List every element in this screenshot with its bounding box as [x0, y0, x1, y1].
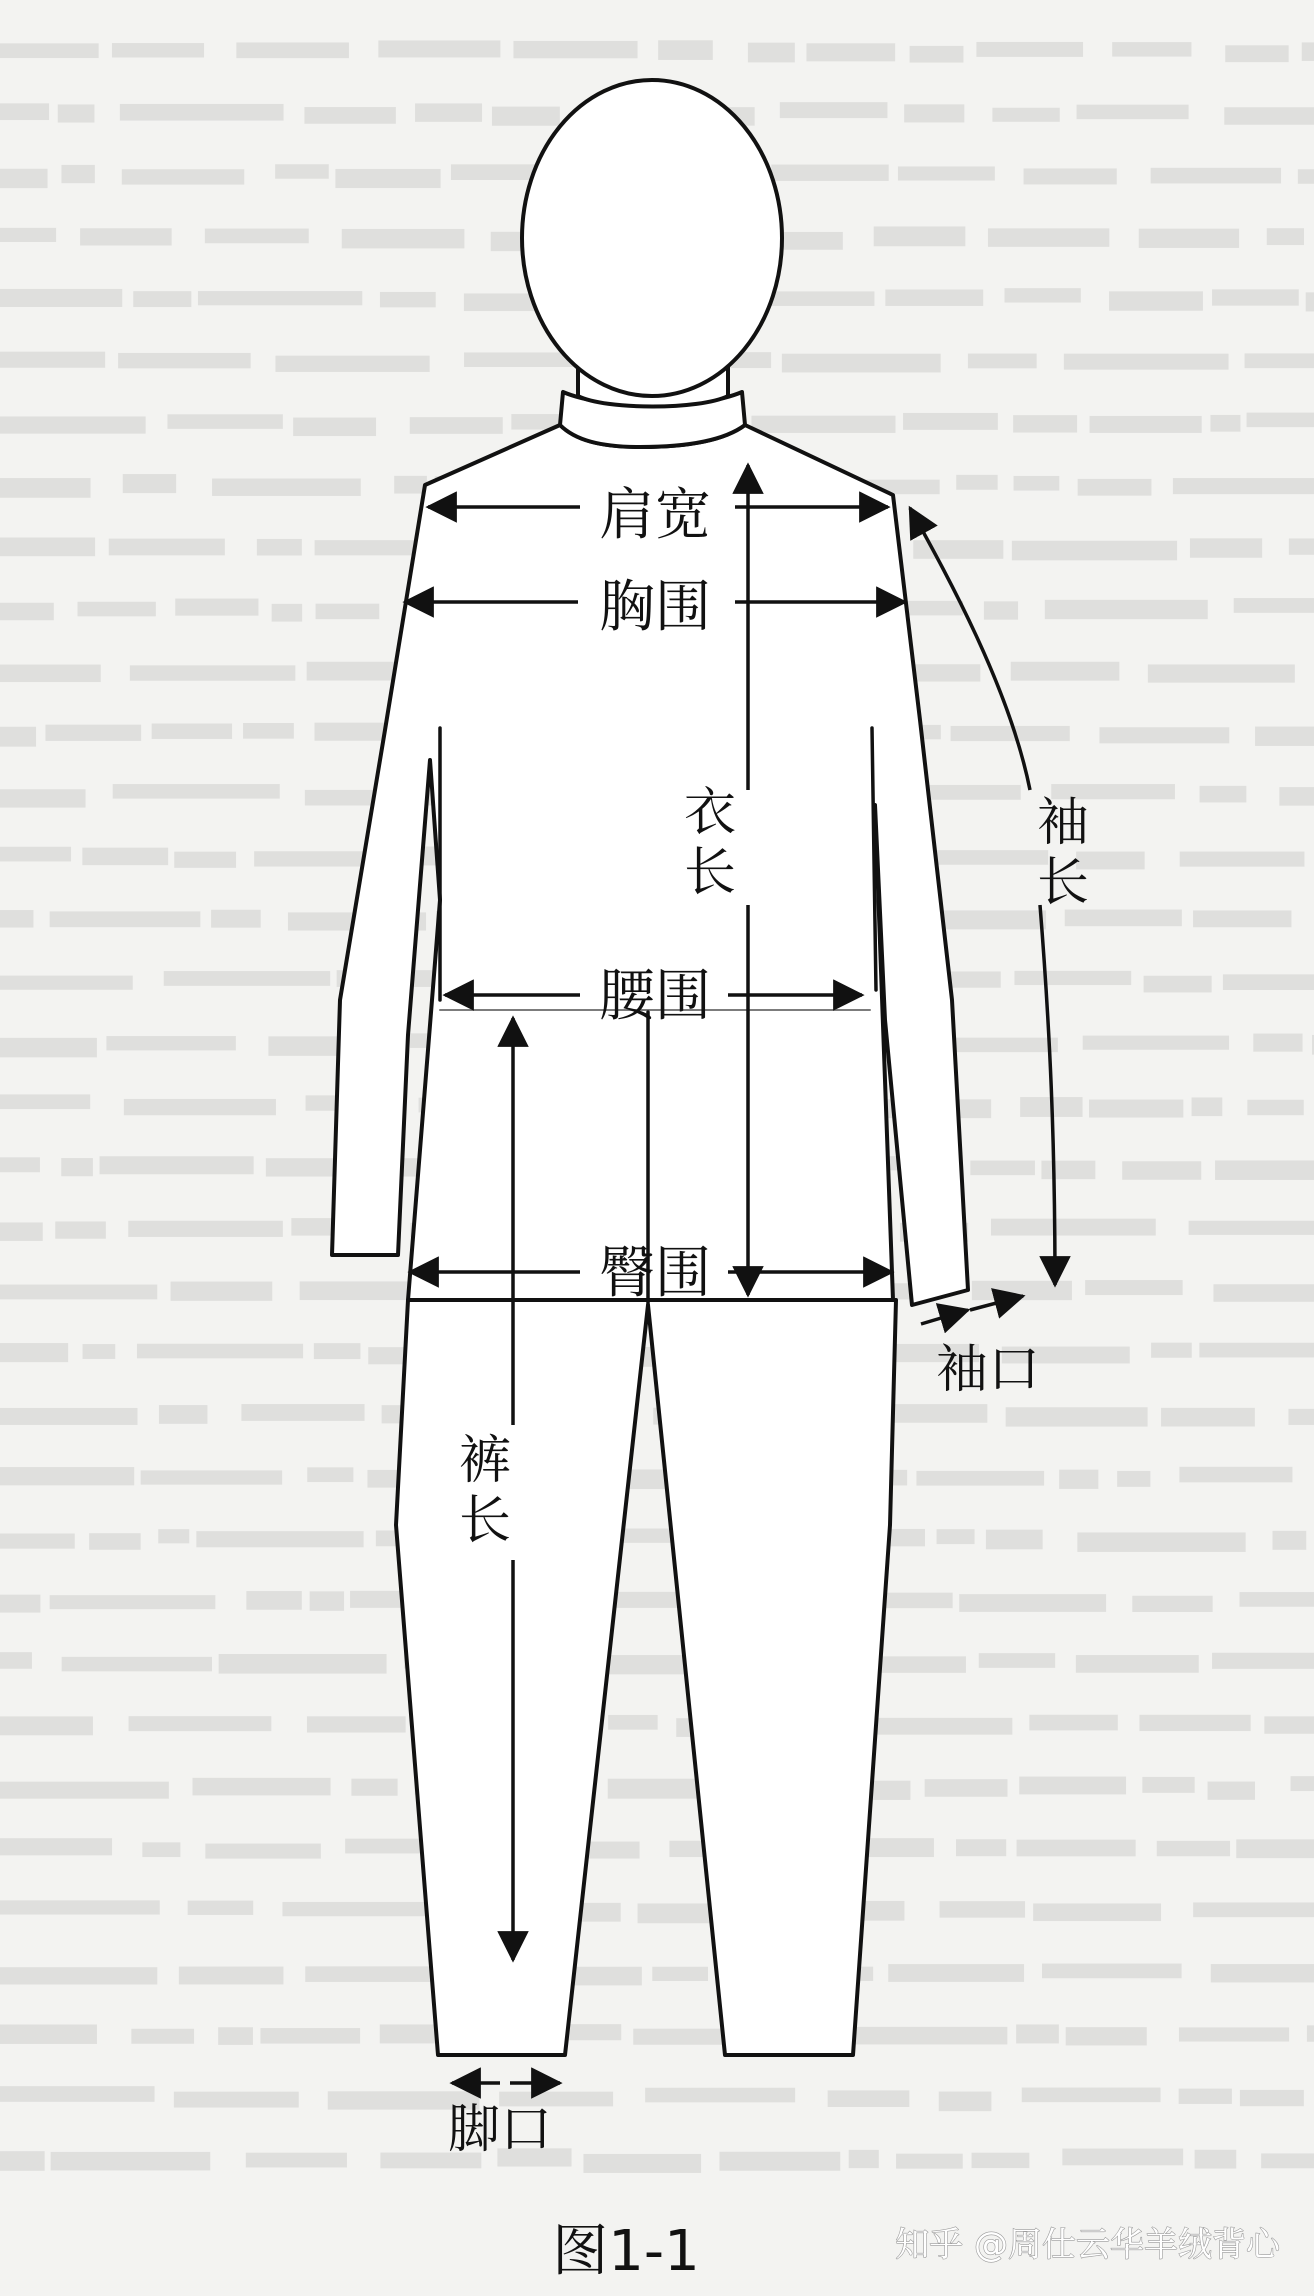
label-cuff: 袖口	[935, 1340, 1041, 1400]
label-shoulder-width: 肩宽	[599, 483, 711, 548]
cuff-arrow-right	[970, 1296, 1023, 1310]
label-trouser-length-2: 长	[458, 1491, 512, 1551]
sleeve-length-arrow-upper	[910, 508, 1030, 790]
cuff-arrow	[921, 1310, 968, 1324]
trousers-outline	[396, 1300, 896, 2055]
label-hip: 臀围	[599, 1241, 711, 1306]
label-waist: 腰围	[599, 964, 711, 1029]
label-garment-length-2: 长	[683, 843, 737, 903]
label-hem: 脚口	[447, 2100, 553, 2160]
sleeve-length-arrow-lower	[1040, 905, 1055, 1285]
watermark: 知乎 @周仕云华羊绒背心	[895, 2225, 1280, 2265]
figure-caption: 图1-1	[552, 2219, 700, 2284]
label-sleeve-length-2: 长	[1036, 853, 1090, 913]
head	[522, 80, 782, 396]
label-garment-length-1: 衣	[683, 783, 737, 843]
label-chest: 胸围	[599, 575, 711, 640]
label-sleeve-length-1: 袖	[1036, 793, 1090, 853]
body-outline	[332, 80, 968, 2055]
label-trouser-length-1: 裤	[458, 1431, 512, 1491]
